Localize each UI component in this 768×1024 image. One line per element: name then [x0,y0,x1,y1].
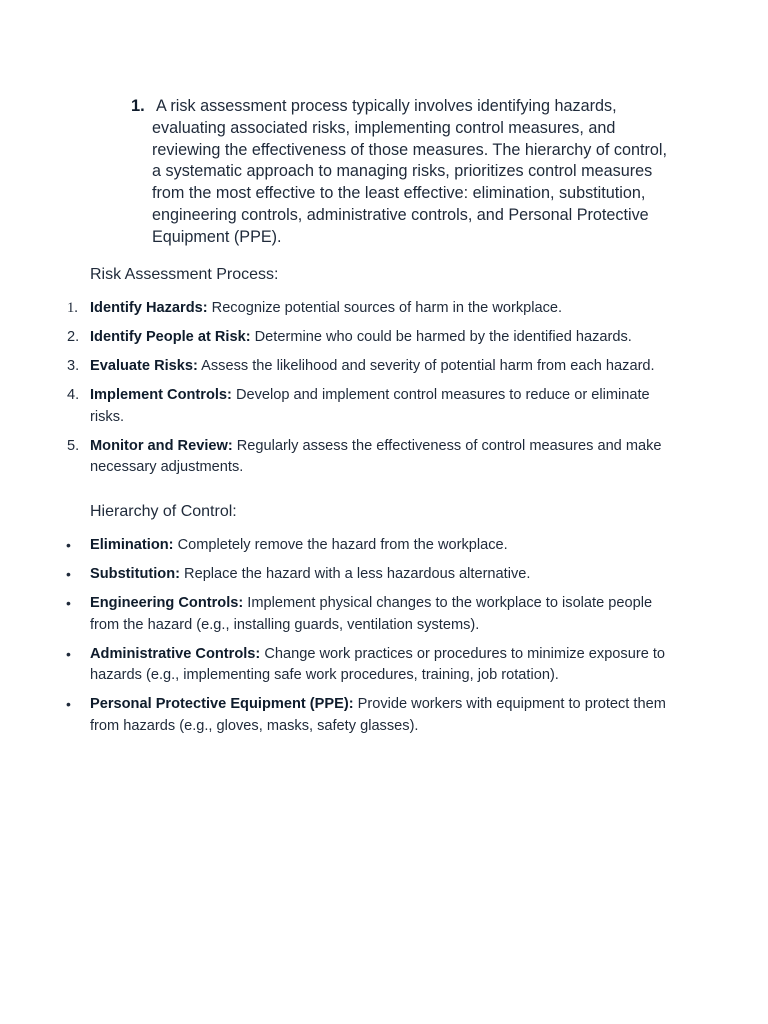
bullet-icon: • [66,566,71,582]
item-term: Engineering Controls: [90,595,244,611]
bullet-icon: • [66,696,71,712]
item-term: Administrative Controls: [90,645,261,662]
bullet-icon: • [66,537,71,553]
item-term: Elimination: [90,537,174,553]
hierarchy-of-control-heading: Hierarchy of Control: [90,503,237,520]
item-description: Assess the likelihood and severity of potential harm from each hazard. [197,358,655,374]
list-item [0,327,675,349]
list-item [0,564,675,586]
bullet-icon: • [66,645,71,662]
item-term: Evaluate Risks: [90,358,198,374]
list-number: 4. [67,387,80,403]
bullet-icon: • [66,595,71,611]
item-term: Identify Hazards: [90,300,208,316]
intro-paragraph [131,96,671,249]
list-number: 5. [67,437,80,454]
hierarchy-of-control-list [0,535,768,745]
item-term: Substitution: [90,566,180,582]
item-term: Monitor and Review: [90,437,233,454]
list-item [0,298,675,320]
risk-assessment-heading: Risk Assessment Process: [90,266,279,283]
item-description: Develop and implement control measures to reduce or eliminate risks. [90,387,650,425]
item-description: Implement physical changes to the workplace to isolate people from the hazard (e.g., installing guards, ventilation systems). [90,595,653,633]
item-description: Completely remove the hazard from the workplace. [173,537,508,553]
intro-number: 1. [131,97,145,115]
item-description: Recognize potential sources of harm in the workplace. [207,300,563,316]
list-item [0,593,675,636]
item-description: Change work practices or procedures to minimize exposure to hazards (e.g., implementing safe work procedures, training, job rotation). [90,645,666,683]
item-term: Personal Protective Equipment (PPE): [90,696,354,712]
risk-assessment-list [0,298,768,486]
list-item [0,436,675,479]
list-number: 2. [67,329,80,345]
item-term: Implement Controls: [90,387,232,403]
item-description: Regularly assess the effectiveness of control measures and make necessary adjustments. [90,437,662,475]
list-number: 3. [67,358,80,374]
list-item [0,356,675,378]
list-item [0,644,675,687]
intro-text-wrap [131,96,671,249]
item-description: Replace the hazard with a less hazardous alternative. [179,566,531,582]
intro-text: A risk assessment process typically involves identifying hazards, evaluating associated risks, implementing control measures, and reviewing the effectiveness of those measures. The hierarchy of control, a systematic approach to managing risks, prioritizes control measures from the most effective to the least effective: elimination, substitution, engineering controls, administrative controls, and Personal Protective Equipment (PPE). [152,97,667,246]
item-description: Provide workers with equipment to protect them from hazards (e.g., gloves, masks, safety glasses). [90,696,666,734]
item-description: Determine who could be harmed by the identified hazards. [250,329,632,345]
list-number: 1. [67,300,78,316]
list-item [0,694,675,737]
list-item [0,385,675,428]
list-item [0,535,675,557]
item-term: Identify People at Risk: [90,329,251,345]
